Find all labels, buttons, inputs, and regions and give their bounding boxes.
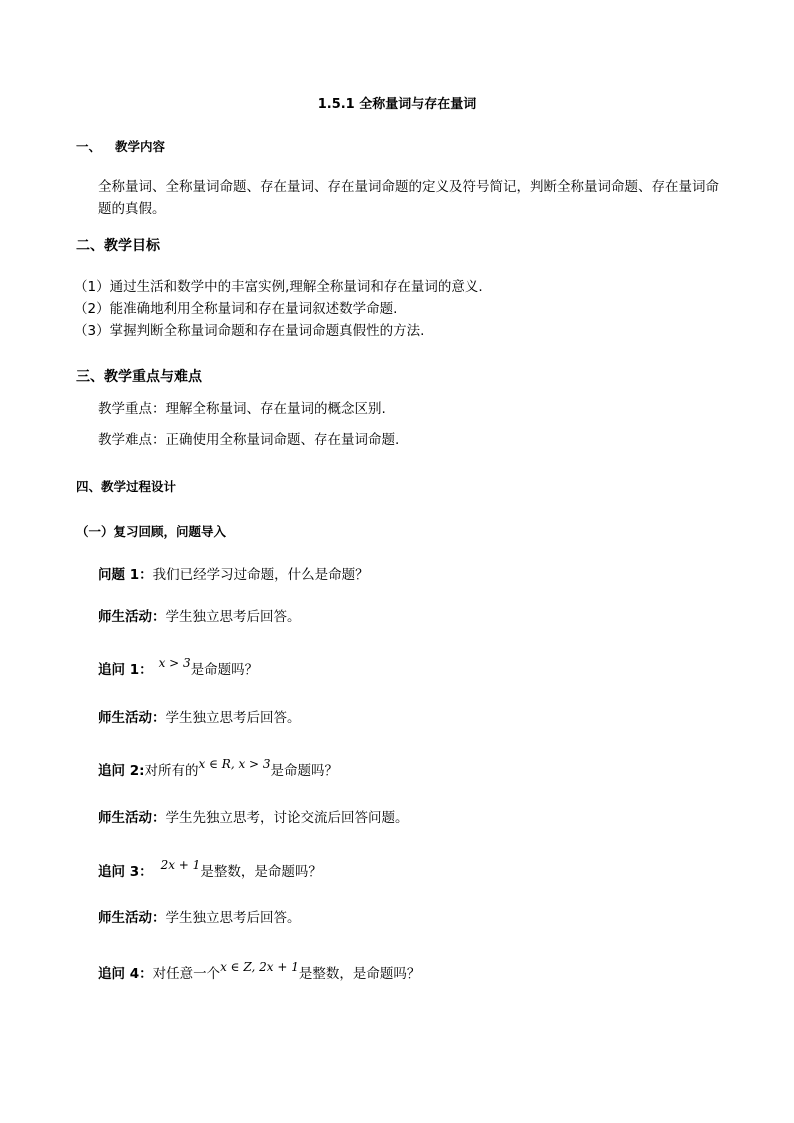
activity-4 xyxy=(98,910,301,926)
follow-up-3-label: 追问 3： xyxy=(98,864,153,880)
section-4-heading: 四、教学过程设计 xyxy=(76,479,177,494)
follow-up-4-text: 是整数，是命题吗？ xyxy=(298,966,421,982)
question-1 xyxy=(98,567,369,583)
follow-up-2-text: 是命题吗？ xyxy=(270,763,339,779)
activity-3-label: 师生活动： xyxy=(98,810,166,826)
follow-up-1 xyxy=(98,656,259,678)
follow-up-3-math: 2x + 1 xyxy=(160,858,201,872)
section-1-title: 教学内容 xyxy=(115,139,166,154)
difficult-point: 教学难点：正确使用全称量词命题、存在量词命题. xyxy=(98,432,400,448)
follow-up-4-pre: 对任意一个 xyxy=(152,966,221,982)
key-point: 教学重点：理解全称量词、存在量词的概念区别. xyxy=(98,401,386,417)
follow-up-3-text: 是整数，是命题吗？ xyxy=(200,864,322,880)
activity-2-label: 师生活动： xyxy=(98,710,166,726)
follow-up-4-math: x ∈ Z, 2x + 1 xyxy=(220,960,299,974)
follow-up-2-label: 追问 2: xyxy=(98,763,145,779)
activity-1-text: 学生独立思考后回答。 xyxy=(165,609,301,625)
follow-up-2 xyxy=(98,757,339,779)
follow-up-1-text: 是命题吗？ xyxy=(190,662,259,678)
activity-2 xyxy=(98,710,301,726)
section-1-heading xyxy=(76,139,165,154)
follow-up-1-math: x > 3 xyxy=(158,656,191,670)
section-1-number: 一、 xyxy=(76,139,102,154)
follow-up-4 xyxy=(98,960,421,982)
section-1-body: 全称量词、全称量词命题、存在量词、存在量词命题的定义及符号简记，判断全称量词命题、存在量词命题的真假。 xyxy=(98,179,719,217)
activity-4-label: 师生活动： xyxy=(98,910,166,926)
question-1-label: 问题 1： xyxy=(98,567,153,583)
section-3-heading: 三、教学重点与难点 xyxy=(76,369,202,385)
follow-up-3 xyxy=(98,858,322,880)
section-2-heading: 二、教学目标 xyxy=(76,238,160,254)
subsection-heading: （一）复习回顾，问题导入 xyxy=(76,524,227,539)
document-title: 1.5.1 全称量词与存在量词 xyxy=(317,97,477,112)
activity-3 xyxy=(98,810,409,826)
activity-3-text: 学生先独立思考，讨论交流后回答问题。 xyxy=(165,810,409,826)
follow-up-1-label: 追问 1： xyxy=(98,662,153,678)
activity-1-label: 师生活动： xyxy=(98,609,166,625)
follow-up-2-math: x ∈ R, x > 3 xyxy=(198,757,271,771)
objective-2: （2）能准确地利用全称量词和存在量词叙述数学命题. xyxy=(74,301,398,317)
question-1-text: 我们已经学习过命题，什么是命题？ xyxy=(152,567,369,583)
follow-up-4-label: 追问 4： xyxy=(98,966,153,982)
objective-1: （1）通过生活和数学中的丰富实例,理解全称量词和存在量词的意义. xyxy=(74,279,483,295)
activity-4-text: 学生独立思考后回答。 xyxy=(165,910,301,926)
follow-up-2-pre: 对所有的 xyxy=(144,763,199,779)
activity-1 xyxy=(98,609,301,625)
activity-2-text: 学生独立思考后回答。 xyxy=(165,710,301,726)
objective-3: （3）掌握判断全称量词命题和存在量词命题真假性的方法. xyxy=(74,323,425,339)
